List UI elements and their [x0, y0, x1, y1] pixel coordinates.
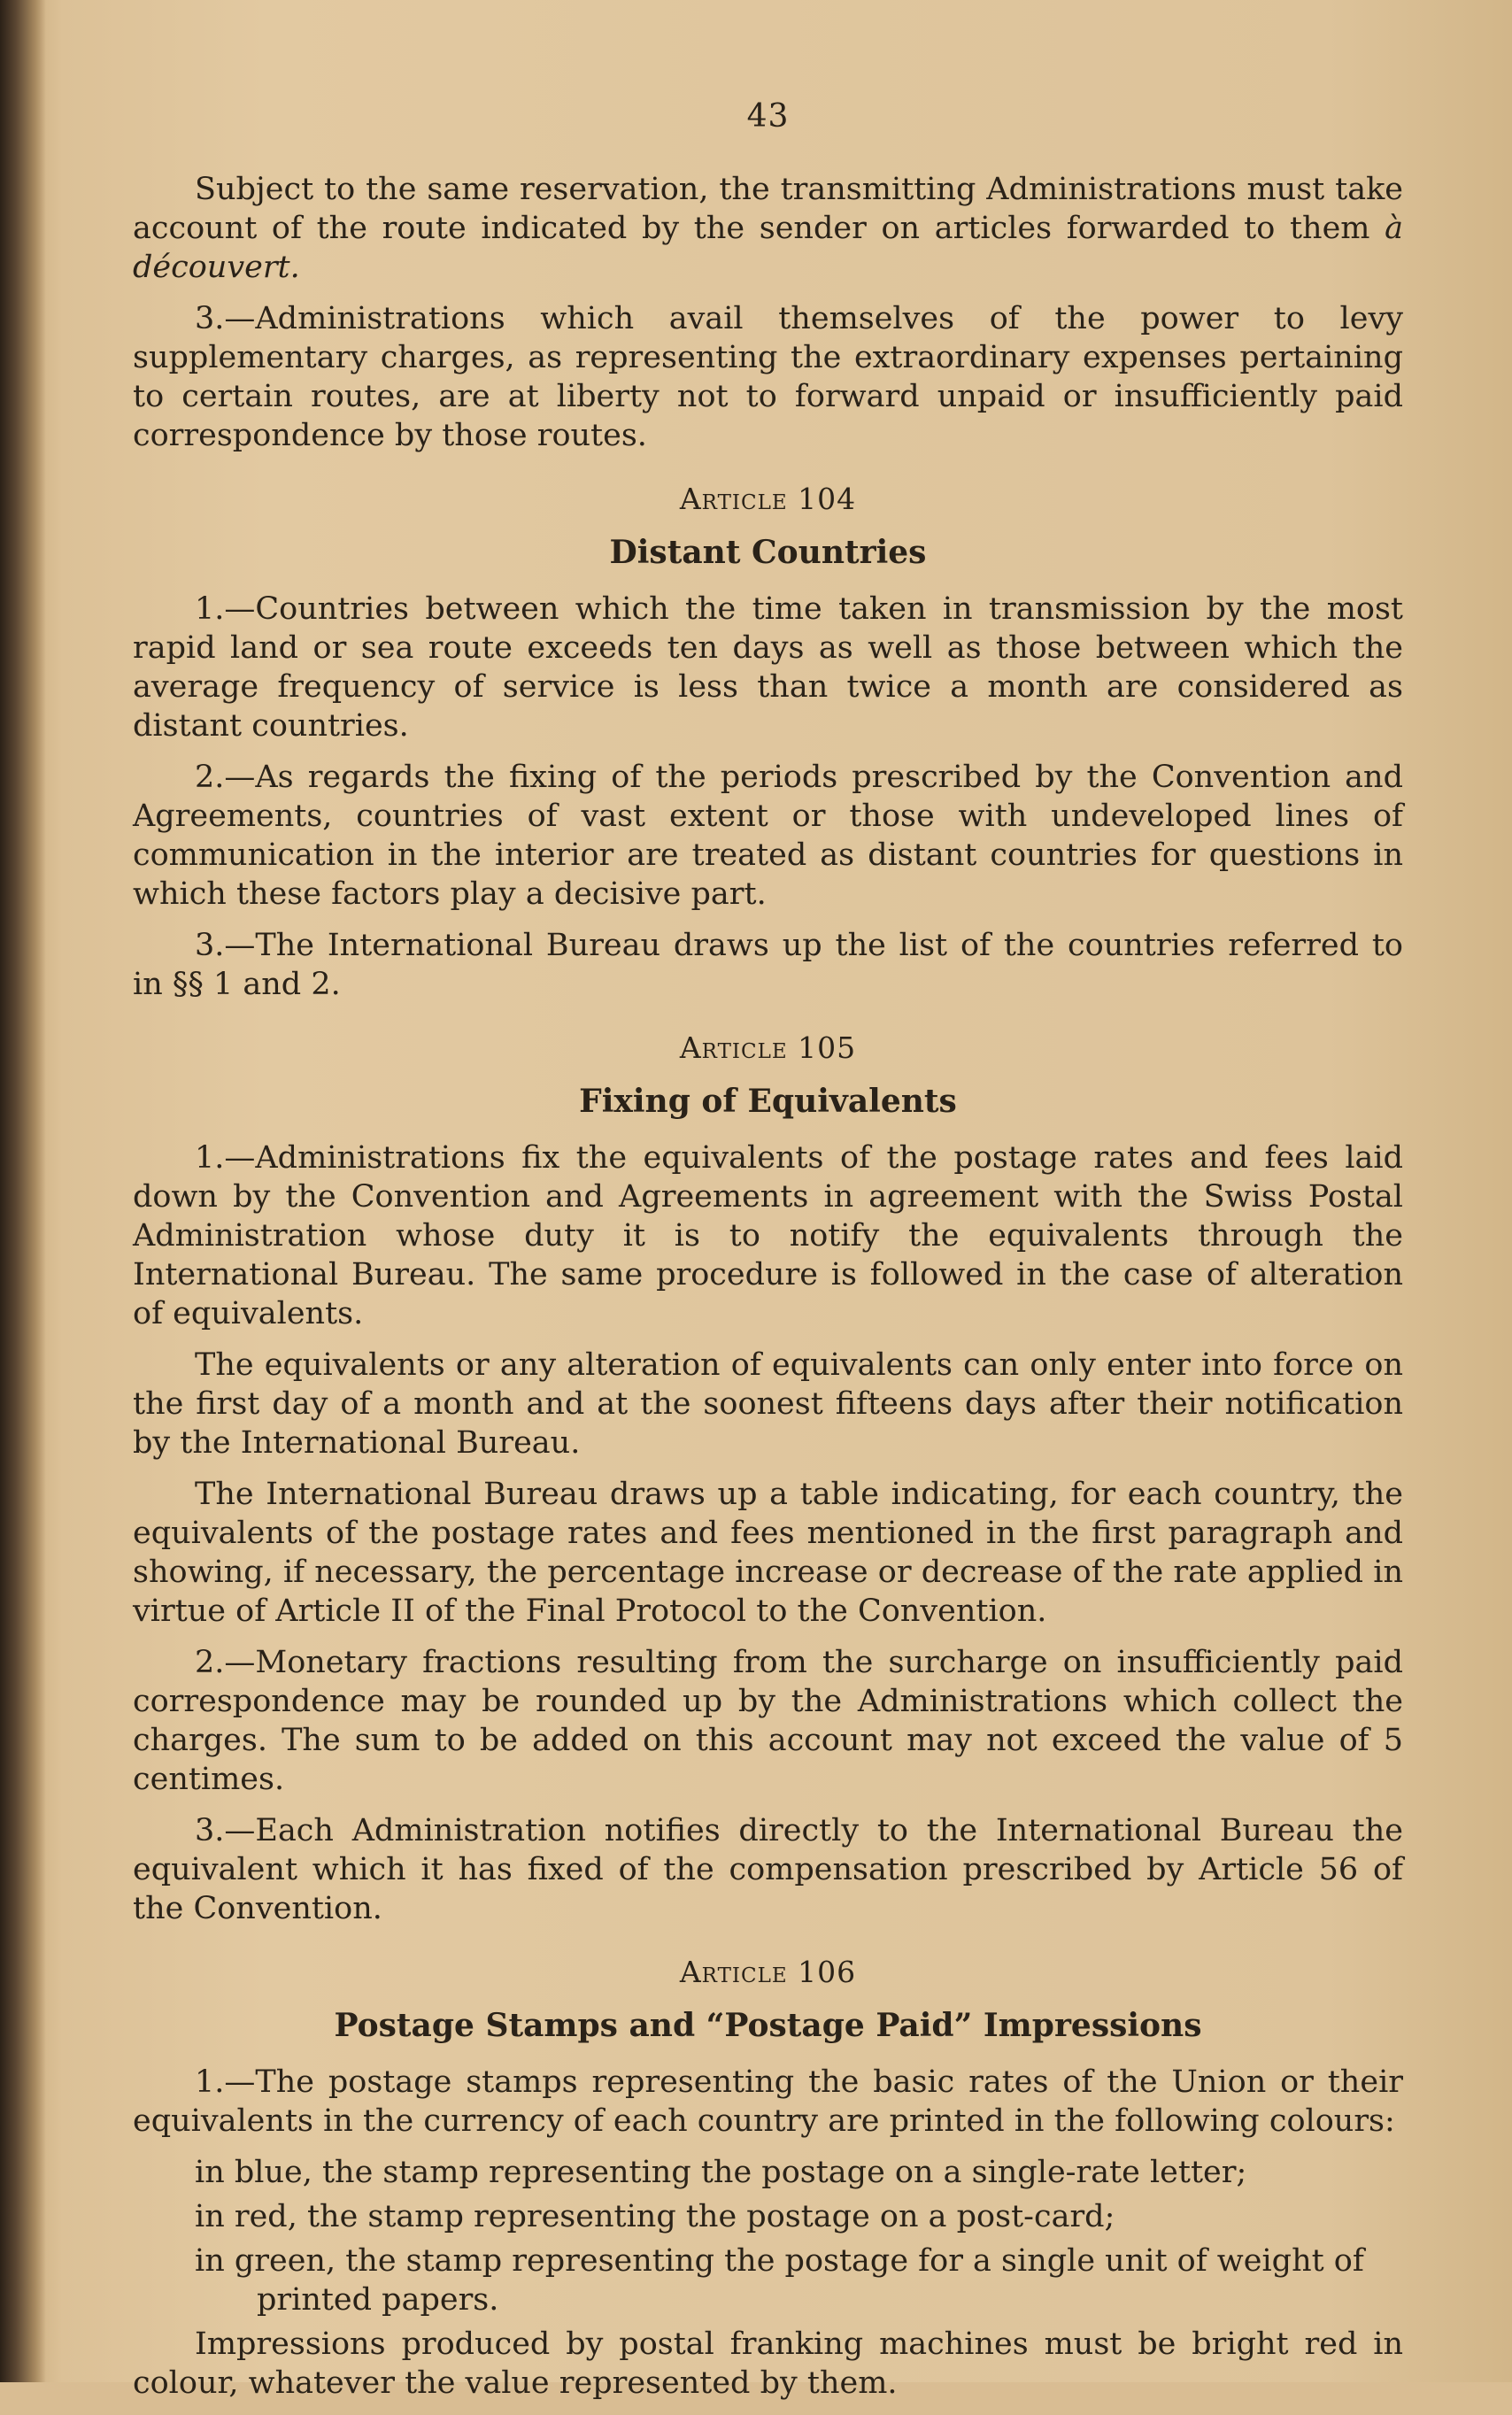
article-104-paragraph-3: 3.—The International Bureau draws up the list of the countries referred to in §§ 1 and 2. [133, 928, 1403, 1002]
page-content [133, 97, 1403, 2415]
page-number: 43 [746, 98, 790, 135]
article-104-paragraph-2: 2.—As regards the fixing of the periods prescribed by the Convention and Agreements, countries of vast extent or those with undeveloped lines of communication in the interior are treated as distant countries for questions in which these factors play a decisive part. [133, 760, 1403, 912]
article-104-paragraph-1: 1.—Countries between which the time taken in transmission by the most rapid land or sea route exceeds ten days as well as those between which the average frequency of service is less than twice a month are considered as distant countries. [133, 591, 1403, 744]
article-105-paragraph-5: 3.—Each Administration notifies directly to the International Bureau the equivalent which it has fixed of the compensation prescribed by Article 56 of the Convention. [133, 1813, 1403, 1926]
article-106-paragraph-1: 1.—The postage stamps representing the basic rates of the Union or their equivalents in the currency of each country are printed in the following colours: [133, 2064, 1403, 2139]
article-105-paragraph-3: The International Bureau draws up a table indicating, for each country, the equivalents of the postage rates and fees mentioned in the first paragraph and showing, if necessary, the percentage increase or decrease of the rate applied in virtue of Article II of the Final Protocol to the Convention. [133, 1477, 1403, 1629]
list-item: in red, the stamp representing the postage on a post-card; [195, 2199, 1115, 2234]
colour-list [133, 2153, 1403, 2319]
article-104-number: Article 104 [679, 482, 857, 516]
intro-paragraph-1-text: Subject to the same reservation, the transmitting Administrations must take account of the route indicated by the sender on articles forwarded to them [133, 172, 1403, 246]
article-105-title: Fixing of Equivalents [579, 1083, 957, 1120]
list-item: in blue, the stamp representing the postage on a single-rate letter; [195, 2155, 1247, 2190]
binding-gutter [0, 0, 46, 2382]
article-105-paragraph-2: The equivalents or any alteration of equivalents can only enter into force on the first day of a month and at the soonest fifteens days after their notification by the International Bureau. [133, 1347, 1403, 1461]
article-105-paragraph-1: 1.—Administrations fix the equivalents of the postage rates and fees laid down by the Convention and Agreements in agreement with the Swiss Postal Administration whose duty it is to notify the equivalents through the International Bureau. The same procedure is followed in the case of alteration of equivalents. [133, 1140, 1403, 1331]
intro-paragraph-1-italic: à découvert. [133, 211, 1403, 285]
intro-paragraph-1 [133, 170, 1403, 287]
intro-paragraph-2: 3.—Administrations which avail themselves of the power to levy supplementary charges, as representing the extraordinary expenses pertaining to certain routes, are at liberty not to forward unpaid or insufficiently paid correspondence by those routes. [133, 301, 1403, 453]
article-106-number: Article 106 [679, 1955, 857, 1989]
article-105-number: Article 105 [679, 1030, 857, 1065]
article-105-paragraph-4: 2.—Monetary fractions resulting from the surcharge on insufficiently paid correspondence may be rounded up by the Administrations which collect the charges. The sum to be added on this account may not exceed the value of 5 centimes. [133, 1645, 1403, 1797]
article-106-title: Postage Stamps and “Postage Paid” Impressions [334, 2007, 1202, 2044]
article-104-title: Distant Countries [609, 534, 927, 571]
article-106-paragraph-2: Impressions produced by postal franking machines must be bright red in colour, whatever the value represented by them. [133, 2326, 1403, 2401]
list-item: in green, the stamp representing the postage for a single unit of weight of printed papers. [195, 2243, 1364, 2318]
